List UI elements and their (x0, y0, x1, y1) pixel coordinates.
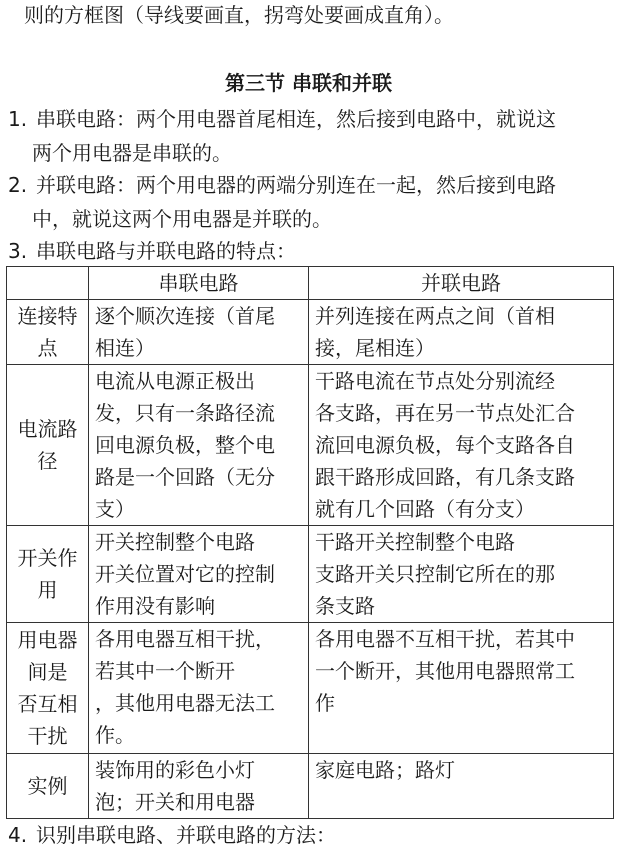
table-header-cell: 并联电路 (309, 267, 614, 300)
table-header-cell (7, 267, 89, 300)
item-number: 4. (8, 823, 28, 847)
parallel-cell: 各用电器不互相干扰，若其中 一个断开，其他用电器照常工 作 (309, 623, 614, 754)
row-label: 开关作 用 (7, 526, 89, 623)
parallel-cell: 并列连接在两点之间（首相 接，尾相连） (309, 300, 614, 365)
section-title: 第三节 串联和并联 (225, 71, 392, 95)
table-row (7, 526, 614, 623)
series-cell: 各用电器互相干扰， 若其中一个断开 ，其他用电器无法工 作。 (89, 623, 309, 754)
item-2-cont: 中，就说这两个用电器是并联的。 (32, 207, 332, 231)
table-row (7, 300, 614, 365)
parallel-cell: 干路开关控制整个电路 支路开关只控制它所在的那 条支路 (309, 526, 614, 623)
table-header-row (7, 267, 614, 300)
item-2 (8, 170, 617, 200)
series-cell: 电流从电源正极出 发，只有一条路径流 回电源负极，整个电 路是一个回路（无分 支） (89, 365, 309, 526)
item-4 (8, 820, 617, 850)
table-row (7, 754, 614, 819)
row-label: 用电器 间是 否互相 干扰 (7, 623, 89, 754)
item-number: 2. (8, 173, 28, 197)
series-cell: 开关控制整个电路 开关位置对它的控制 作用没有影响 (89, 526, 309, 623)
comparison-table (6, 266, 614, 819)
item-1-cont: 两个用电器是串联的。 (32, 141, 232, 165)
parallel-cell: 干路电流在节点处分别流经 各支路，再在另一节点处汇合 流回电源负极，每个支路各自 跟干路形成回路，有几条支路 就有几个回路（有分支） (309, 365, 614, 526)
table-row (7, 623, 614, 754)
item-number: 3. (8, 239, 28, 263)
row-label: 实例 (7, 754, 89, 819)
row-label: 电流路 径 (7, 365, 89, 526)
parallel-cell: 家庭电路；路灯 (309, 754, 614, 819)
table-row (7, 365, 614, 526)
item-text: 串联电路：两个用电器首尾相连，然后接到电路中，就说这 (36, 107, 556, 131)
item-number: 1. (8, 107, 28, 131)
item-text: 串联电路与并联电路的特点： (36, 239, 296, 263)
series-cell: 装饰用的彩色小灯 泡；开关和用电器 (89, 754, 309, 819)
top-line: 则的方框图（导线要画直，拐弯处要画成直角）。 (24, 3, 454, 27)
table-header-cell: 串联电路 (89, 267, 309, 300)
item-text: 识别串联电路、并联电路的方法： (36, 823, 336, 847)
series-cell: 逐个顺次连接（首尾 相连） (89, 300, 309, 365)
item-1 (8, 104, 617, 134)
row-label: 连接特 点 (7, 300, 89, 365)
item-text: 并联电路：两个用电器的两端分别连在一起，然后接到电路 (36, 173, 556, 197)
item-3 (8, 236, 617, 266)
